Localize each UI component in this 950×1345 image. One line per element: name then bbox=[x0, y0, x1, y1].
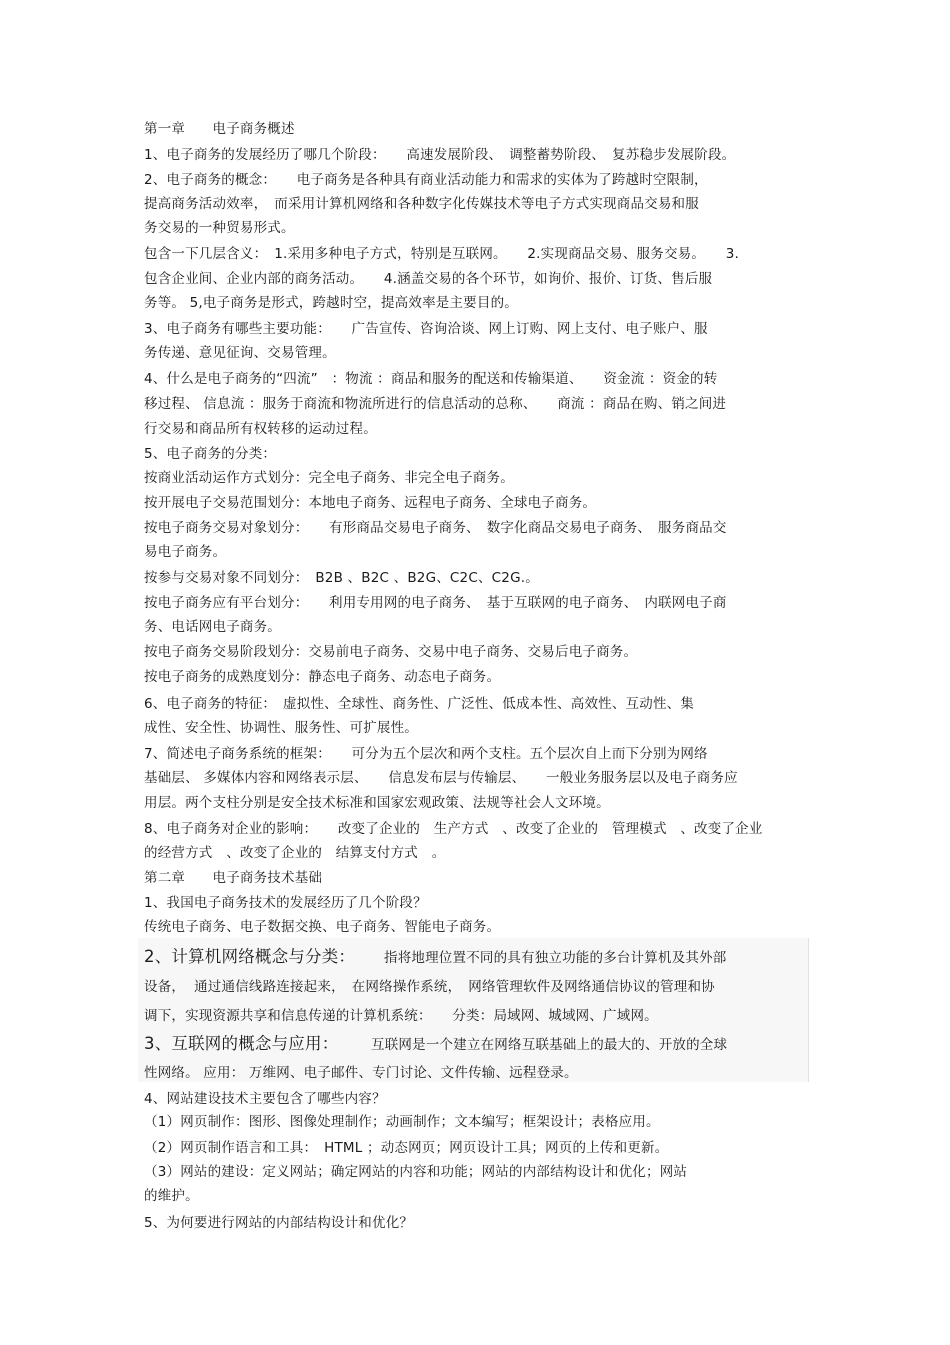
text-line: 互联网是一个建立在网络互联基础上的最大的、开放的全球 bbox=[371, 1037, 728, 1053]
text-line: 务交易的一种贸易形式。 bbox=[144, 220, 295, 236]
text-line: 的维护。 bbox=[144, 1188, 199, 1204]
text-line: 4、网站建设技术主要包含了哪些内容？ bbox=[144, 1091, 386, 1107]
text-line: （1）网页制作：图形、图像处理制作；动画制作；文本编写；框架设计；表格应用。 bbox=[144, 1114, 660, 1130]
text-line: 按电子商务交易阶段划分：交易前电子商务、交易中电子商务、交易后电子商务。 bbox=[144, 644, 638, 660]
text-line: （3）网站的建设：定义网站；确定网站的内容和功能；网站的内部结构设计和优化；网站 bbox=[144, 1164, 688, 1180]
text-line: 按电子商务交易对象划分： 有形商品交易电子商务、 数字化商品交易电子商务、 服务商品交 bbox=[144, 520, 727, 536]
text-line: 移过程、 信息流 ：服务于商流和物流所进行的信息活动的总称、 商流 ：商品在购、销之间进 bbox=[144, 396, 727, 412]
text-line: 包含企业间、企业内部的商务活动。 4.涵盖交易的各个环节，如询价、报价、订货、售后服 bbox=[144, 271, 713, 287]
text-line: 3、电子商务有哪些主要功能： 广告宣传、咨询洽谈、网上订购、网上支付、电子账户、服 bbox=[144, 321, 708, 337]
text-line: 务等。 5,电子商务是形式，跨越时空，提高效率是主要目的。 bbox=[144, 295, 518, 311]
text-line: 1、我国电子商务技术的发展经历了几个阶段？ bbox=[144, 895, 427, 911]
text-line: 5、为何要进行网站的内部结构设计和优化？ bbox=[144, 1215, 414, 1231]
text-line: 务传递、意见征询、交易管理。 bbox=[144, 345, 336, 361]
text-line: 7、简述电子商务系统的框架： 可分为五个层次和两个支柱。五个层次自上而下分别为网络 bbox=[144, 746, 708, 762]
text-line: 8、电子商务对企业的影响： 改变了企业的 生产方式 、改变了企业的 管理模式 、改变了企业 bbox=[144, 821, 763, 837]
text-line: 成性、安全性、协调性、服务性、可扩展性。 bbox=[144, 720, 418, 736]
text-line: （2）网页制作语言和工具： HTML ；动态网页；网页设计工具；网页的上传和更新。 bbox=[144, 1140, 669, 1156]
text-line: 的经营方式 、改变了企业的 结算支付方式 。 bbox=[144, 845, 446, 861]
section-heading: 2、计算机网络概念与分类： bbox=[144, 947, 356, 966]
text-line: 包含一下几层含义： 1.采用多种电子方式，特别是互联网。 2.实现商品交易、服务交易。 3. bbox=[144, 246, 739, 262]
text-line: 4、什么是电子商务的“四流” ：物流 ：商品和服务的配送和传输渠道、 资金流 ：资金的转 bbox=[144, 371, 718, 387]
text-line: 按开展电子交易范围划分：本地电子商务、远程电子商务、全球电子商务。 bbox=[144, 495, 597, 511]
text-line: 易电子商务。 bbox=[144, 544, 227, 560]
text-line: 按电子商务应有平台划分： 利用专用网的电子商务、 基于互联网的电子商务、 内联网电子商 bbox=[144, 595, 727, 611]
text-line: 按电子商务的成熟度划分：静态电子商务、动态电子商务。 bbox=[144, 669, 501, 685]
text-line: 用层。两个支柱分别是安全技术标准和国家宏观政策、法规等社会人文环境。 bbox=[144, 795, 610, 811]
text-line: 2、电子商务的概念： 电子商务是各种具有商业活动能力和需求的实体为了跨越时空限制， bbox=[144, 172, 708, 188]
text-line: 设备， 通过通信线路连接起来， 在网络操作系统， 网络管理软件及网络通信协议的管理和协 bbox=[144, 979, 715, 995]
text-line: 6、电子商务的特征： 虚拟性、全球性、商务性、广泛性、低成本性、高效性、互动性、集 bbox=[144, 696, 695, 712]
text-line: 按参与交易对象不同划分： B2B 、B2C 、B2G、C2C、C2G.。 bbox=[144, 570, 539, 586]
text-line: 性网络。 应用： 万维网、电子邮件、专门讨论、文件传输、远程登录。 bbox=[144, 1065, 578, 1081]
section-heading: 3、互联网的概念与应用： bbox=[144, 1034, 339, 1053]
text-line: 行交易和商品所有权转移的运动过程。 bbox=[144, 421, 377, 437]
text-line: 基础层、 多媒体内容和网络表示层、 信息发布层与传输层、 一般业务服务层以及电子商务应 bbox=[144, 770, 738, 786]
text-line: 按商业活动运作方式划分：完全电子商务、非完全电子商务。 bbox=[144, 470, 514, 486]
chapter-2-title: 第二章 电子商务技术基础 bbox=[144, 870, 323, 886]
text-line: 指将地理位置不同的具有独立功能的多台计算机及其外部 bbox=[384, 950, 727, 966]
text-line: 务、电话网电子商务。 bbox=[144, 619, 281, 635]
text-line: 1、电子商务的发展经历了哪几个阶段： 高速发展阶段、 调整蓄势阶段、 复苏稳步发展阶段。 bbox=[144, 147, 736, 163]
text-line: 传统电子商务、电子数据交换、电子商务、智能电子商务。 bbox=[144, 919, 501, 935]
text-line: 调下，实现资源共享和信息传递的计算机系统： 分类：局域网、城域网、广域网。 bbox=[144, 1008, 658, 1024]
text-line: 提高商务活动效率， 而采用计算机网络和各种数字化传媒技术等电子方式实现商品交易和服 bbox=[144, 196, 699, 212]
chapter-1-title: 第一章 电子商务概述 bbox=[144, 121, 295, 137]
text-line: 5、电子商务的分类： bbox=[144, 446, 277, 462]
